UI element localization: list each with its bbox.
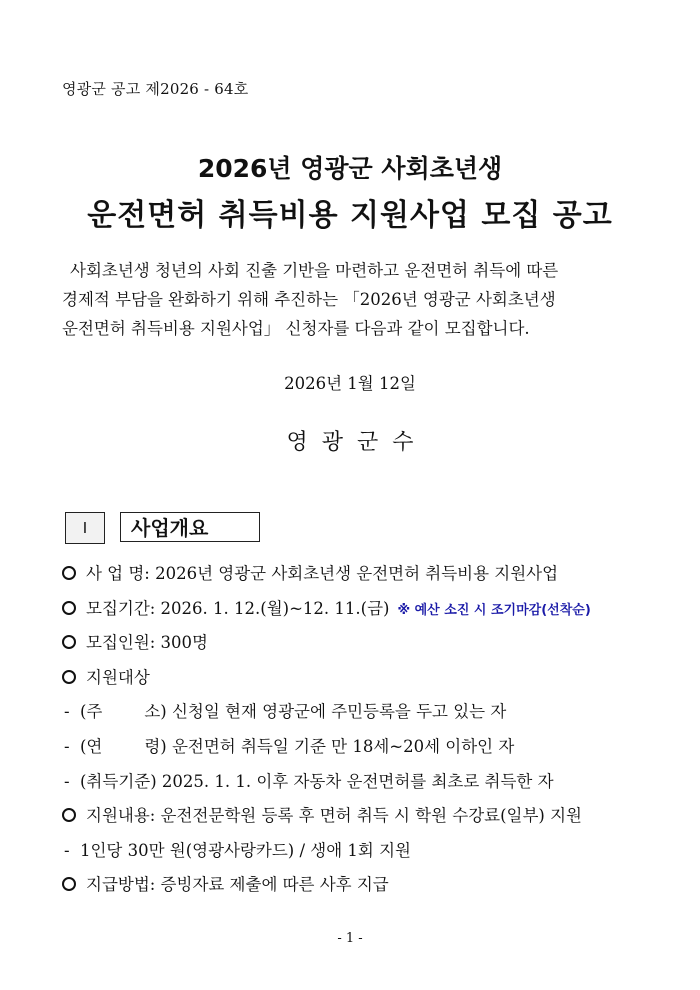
issuer: 영광군수 bbox=[286, 430, 428, 455]
page-number: - 1 - bbox=[337, 931, 363, 946]
sub-item bbox=[62, 730, 662, 765]
dash-icon: - bbox=[64, 702, 70, 722]
dash-icon: - bbox=[64, 840, 70, 860]
list-item bbox=[62, 557, 662, 592]
recruitment-period: 모집기간: 2026. 1. 12.(월)~12. 11.(금) bbox=[86, 598, 390, 618]
section-number: Ⅰ bbox=[65, 512, 105, 544]
circle-bullet-icon bbox=[62, 670, 76, 684]
notice-number: 영광군 공고 제2026 - 64호 bbox=[62, 80, 249, 98]
target-address: (주 소) 신청일 현재 영광군에 주민등록을 두고 있는 자 bbox=[80, 702, 507, 722]
period-note: ※ 예산 소진 시 조기마감(선착순) bbox=[397, 602, 591, 618]
recruitment-quota: 모집인원: 300명 bbox=[86, 633, 208, 653]
sub-item bbox=[62, 765, 662, 800]
section-title: 사업개요 bbox=[120, 512, 260, 542]
title-line-2: 운전면허 취득비용 지원사업 모집 공고 bbox=[87, 198, 613, 233]
intro-paragraph bbox=[62, 256, 647, 343]
title-line-1: 2026년 영광군 사회초년생 bbox=[197, 154, 503, 183]
dash-icon: - bbox=[64, 771, 70, 791]
intro-line-2: 경제적 부담을 완화하기 위해 추진하는 「2026년 영광군 사회초년생 bbox=[62, 290, 556, 309]
sub-item bbox=[62, 834, 662, 869]
list-item bbox=[62, 868, 662, 903]
support-content: 지원내용: 운전전문학원 등록 후 면허 취득 시 학원 수강료(일부) 지원 bbox=[86, 806, 582, 826]
circle-bullet-icon bbox=[62, 877, 76, 891]
list-item bbox=[62, 626, 662, 661]
overview-list bbox=[62, 557, 662, 903]
support-target: 지원대상 bbox=[86, 667, 150, 687]
payment-method: 지급방법: 증빙자료 제출에 따른 사후 지급 bbox=[86, 875, 389, 895]
support-amount: 1인당 30만 원(영광사랑카드) / 생애 1회 지원 bbox=[80, 840, 411, 860]
intro-line-1: 사회초년생 청년의 사회 진출 기반을 마련하고 운전면허 취득에 따른 bbox=[70, 261, 559, 280]
circle-bullet-icon bbox=[62, 635, 76, 649]
list-item bbox=[62, 661, 662, 696]
circle-bullet-icon bbox=[62, 808, 76, 822]
sub-item bbox=[62, 695, 662, 730]
circle-bullet-icon bbox=[62, 566, 76, 580]
dash-icon: - bbox=[64, 736, 70, 756]
project-name: 사 업 명: 2026년 영광군 사회초년생 운전면허 취득비용 지원사업 bbox=[86, 564, 559, 583]
circle-bullet-icon bbox=[62, 601, 76, 615]
target-criteria: (취득기준) 2025. 1. 1. 이후 자동차 운전면허를 최초로 취득한 자 bbox=[80, 771, 554, 791]
list-item bbox=[62, 799, 662, 834]
list-item bbox=[62, 592, 662, 627]
intro-line-3: 운전면허 취득비용 지원사업」 신청자를 다음과 같이 모집합니다. bbox=[62, 319, 530, 338]
target-age: (연 령) 운전면허 취득일 기준 만 18세~20세 이하인 자 bbox=[80, 736, 515, 756]
notice-date: 2026년 1월 12일 bbox=[284, 374, 416, 393]
